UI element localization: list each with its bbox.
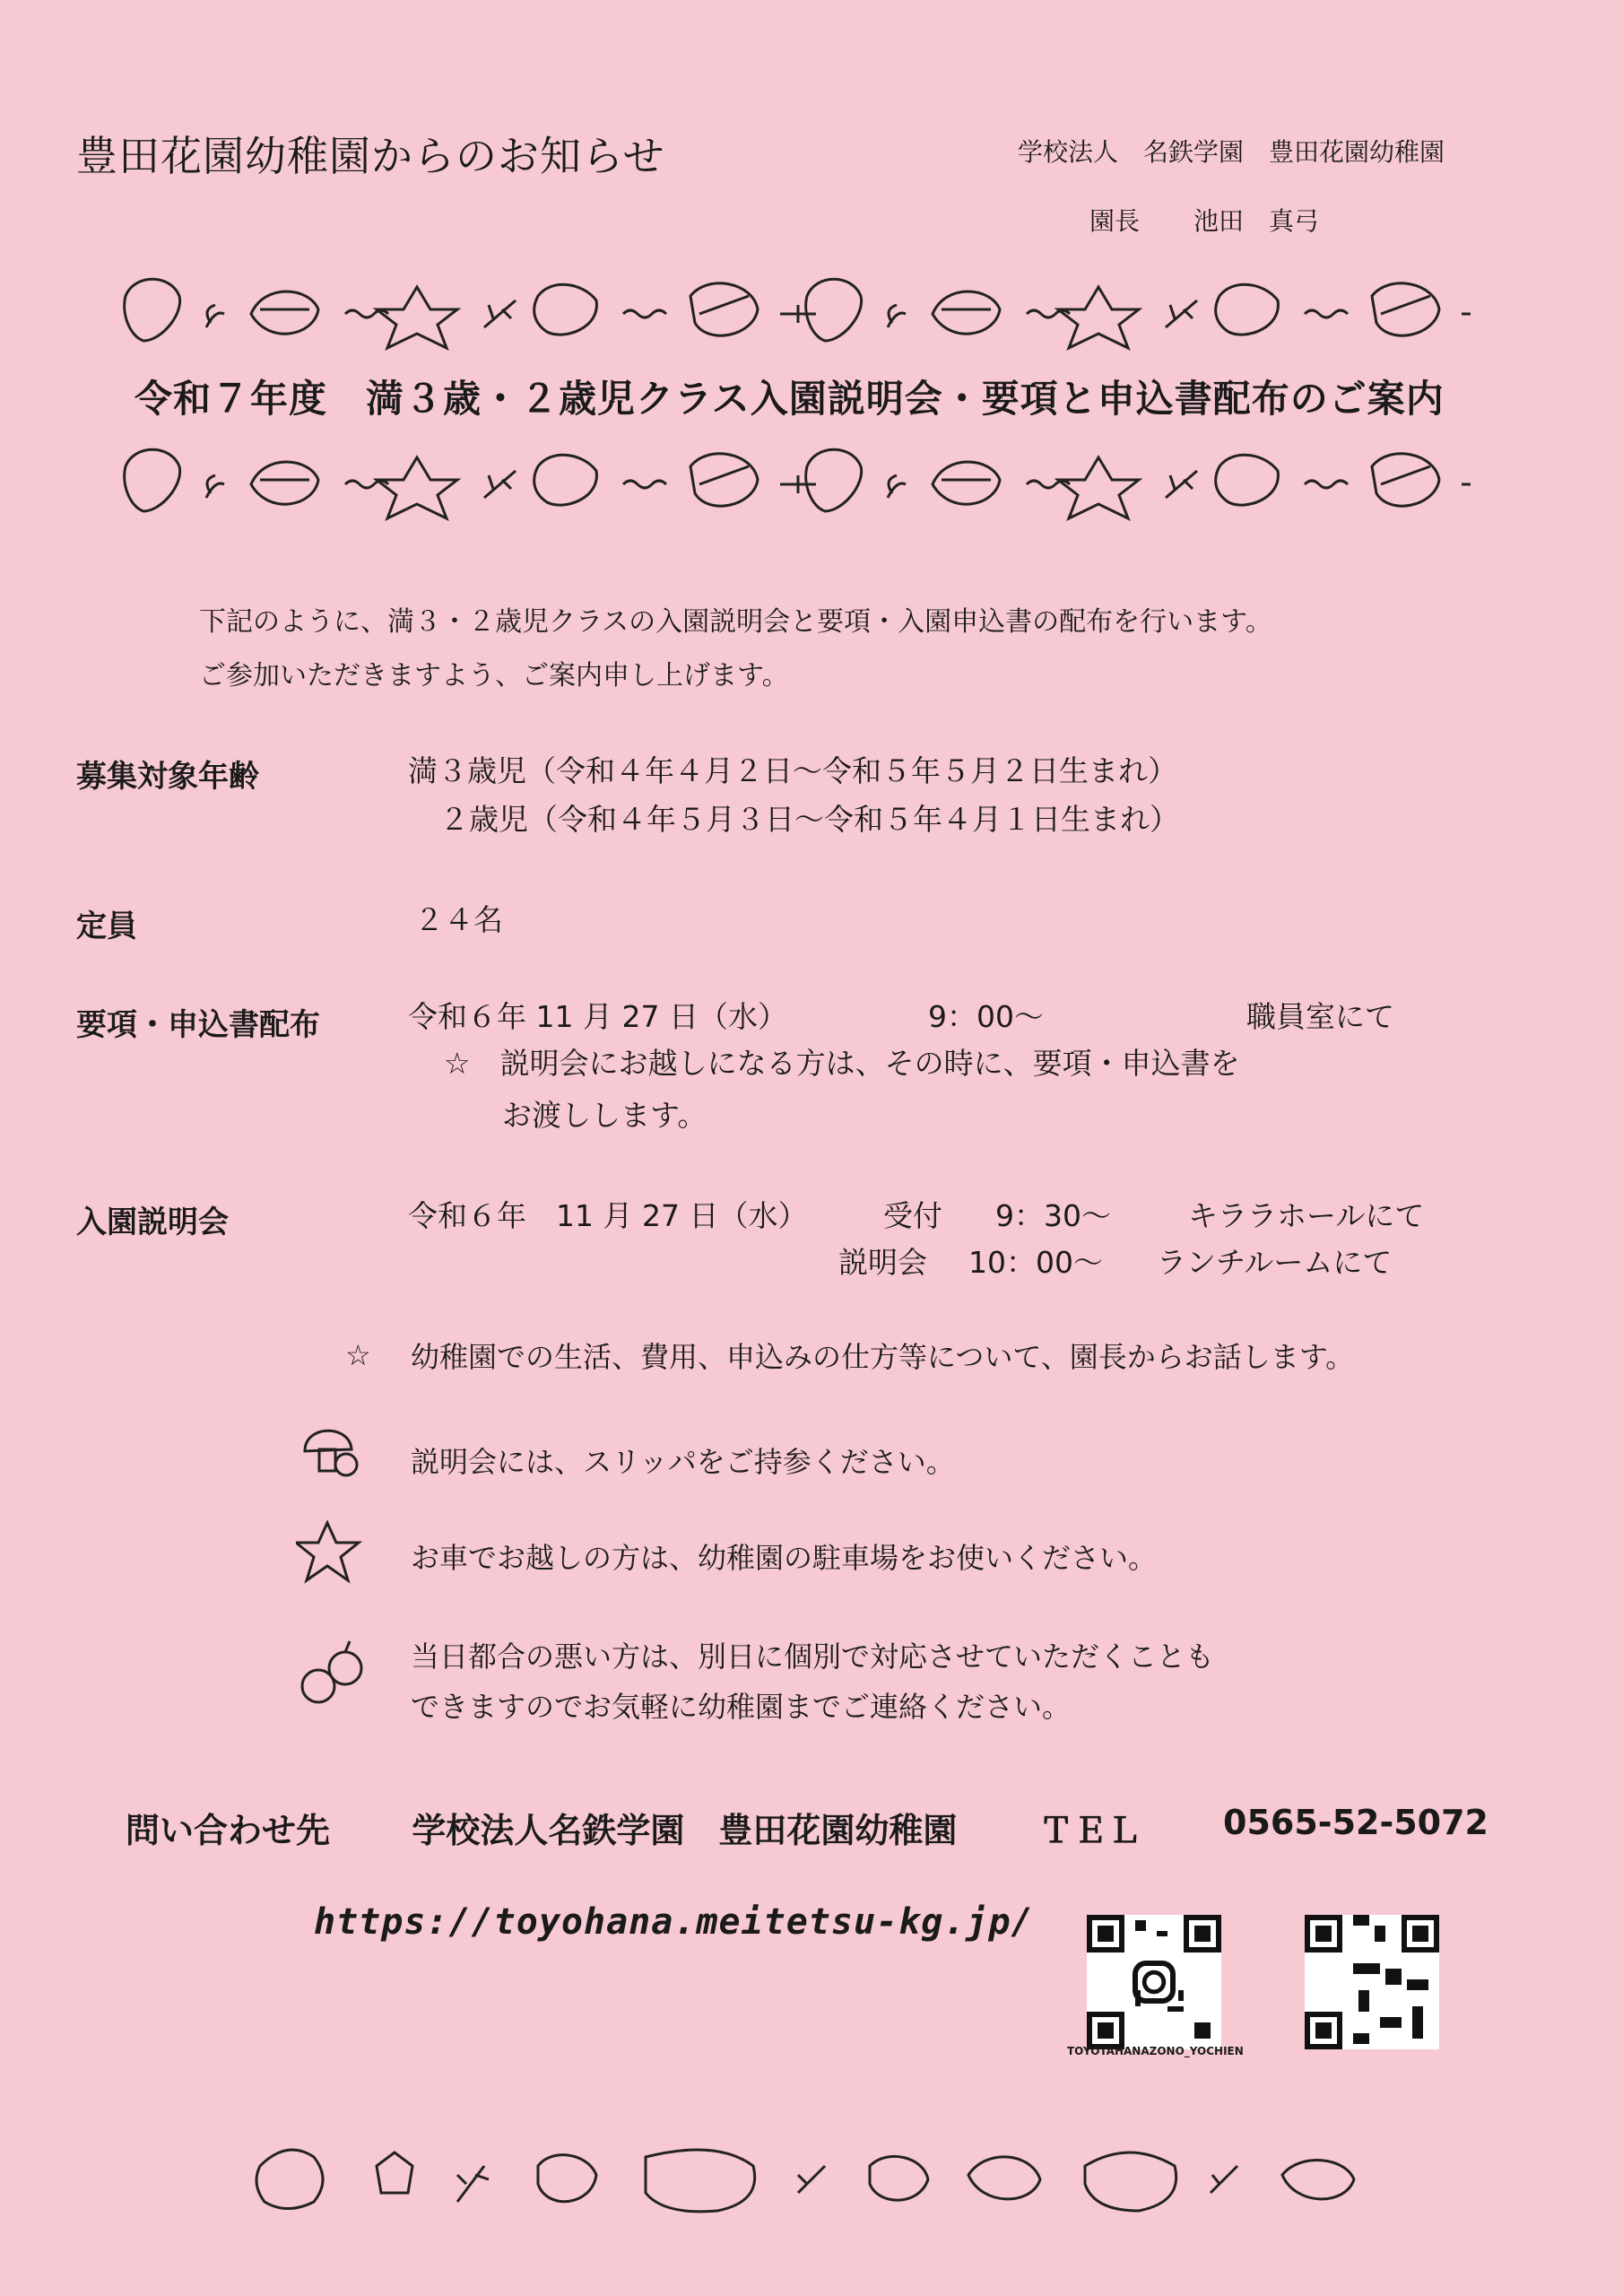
leaf-border-top (108, 260, 1471, 368)
instagram-qr-code[interactable] (1087, 1915, 1221, 2049)
page-title: 豊田花園幼稚園からのお知らせ (76, 132, 665, 180)
leaf-icon (125, 279, 180, 341)
school-org: 学校法人 名鉄学園 豊田花園幼稚園 (1018, 137, 1445, 167)
leaf-icon (968, 2157, 1040, 2199)
reception-label: 受付 (883, 1198, 942, 1233)
leaf-icon (538, 2155, 596, 2202)
distribution-note-2: お渡しします。 (502, 1098, 707, 1133)
star-leaf-icon (296, 1516, 368, 1587)
note-2: 説明会には、スリッパをご持参ください。 (411, 1445, 955, 1479)
website-url[interactable]: https://toyohana.meitetsu-kg.jp/ (314, 1901, 1034, 1943)
leaf-border-bottom (108, 430, 1471, 538)
squirrel-icon (646, 2150, 755, 2212)
sprout-icon (206, 305, 224, 327)
leaf-icon (251, 291, 318, 334)
apple-icon (296, 1637, 368, 1709)
briefing-date: 令和６年 11 月 27 日（水） (408, 1198, 808, 1233)
sprout-icon (457, 2166, 489, 2202)
intro-line-2: ご参加いただきますよう、ご案内申し上げます。 (199, 660, 789, 691)
raccoon-icon (1085, 2152, 1176, 2211)
website-qr-code[interactable] (1305, 1915, 1439, 2049)
sprout-icon (780, 305, 816, 323)
briefing-label: 入園説明会 (76, 1205, 229, 1240)
age-line-2: ２歳児（令和４年５月３日～令和５年４月１日生まれ） (439, 802, 1179, 837)
principal-role: 園長 (1089, 206, 1141, 236)
age-label: 募集対象年齢 (76, 759, 259, 795)
star-leaf-icon (377, 287, 457, 348)
note-3: お車でお越しの方は、幼稚園の駐車場をお使いください。 (411, 1541, 1158, 1575)
session-time: 10：00～ (968, 1245, 1103, 1280)
distribution-place: 職員室にて (1246, 999, 1394, 1034)
intro-line-1: 下記のように、満３・２歳児クラスの入園説明会と要項・入園申込書の配布を行います。 (199, 606, 1272, 638)
leaf-icon (534, 284, 597, 335)
animal-border (251, 2130, 1372, 2229)
contact-org: 学校法人名鉄学園 豊田花園幼稚園 (412, 1811, 958, 1850)
leaf-icon (690, 283, 758, 335)
age-line-1: 満３歳児（令和４年４月２日～令和５年５月２日生まれ） (408, 753, 1177, 788)
contact-row (126, 1803, 1488, 1852)
distribution-time: 9：00～ (928, 999, 1044, 1034)
session-label: 説明会 (838, 1245, 927, 1280)
sprout-icon (1211, 2166, 1237, 2193)
capacity-label: 定員 (76, 909, 137, 944)
qr-caption: TOYOTAHANAZONO_YOCHIEN (1067, 2045, 1244, 2057)
distribution-note-1: ☆ 説明会にお越しになる方は、その時に、要項・申込書を (444, 1046, 1240, 1081)
note-4b: できますのでお気軽に幼稚園までご連絡ください。 (411, 1690, 1072, 1724)
session-place: ランチルームにて (1157, 1245, 1393, 1280)
contact-tel[interactable]: 0565-52-5072 (1223, 1803, 1488, 1842)
reception-place: キララホールにて (1188, 1198, 1425, 1233)
contact-tel-label: ＴＥＬ (1038, 1811, 1141, 1850)
contact-label: 問い合わせ先 (126, 1811, 331, 1850)
banner-title: 令和７年度 満３歳・２歳児クラス入園説明会・要項と申込書配布のご案内 (135, 377, 1445, 421)
leaf-icon (377, 2152, 412, 2193)
sprout-icon (623, 310, 666, 317)
capacity-value: ２４名 (414, 902, 503, 937)
reception-time: 9：30～ (995, 1198, 1111, 1233)
note-4a: 当日都合の悪い方は、別日に個別で対応させていただくことも (411, 1639, 1215, 1674)
sprout-icon (484, 300, 516, 327)
raccoon-icon (256, 2150, 323, 2209)
leaf-icon (870, 2156, 928, 2200)
principal-name: 池田 真弓 (1193, 206, 1320, 236)
star-icon: ☆ (345, 1338, 371, 1372)
distribution-label: 要項・申込書配布 (76, 1007, 320, 1043)
principal (1089, 202, 1373, 238)
distribution-date: 令和６年 11 月 27 日（水） (408, 999, 787, 1034)
sprout-icon (798, 2166, 825, 2193)
leaf-icon (1282, 2161, 1354, 2199)
note-1: 幼稚園での生活、費用、申込みの仕方等について、園長からお話します。 (411, 1340, 1355, 1374)
mushroom-icon (296, 1415, 368, 1487)
